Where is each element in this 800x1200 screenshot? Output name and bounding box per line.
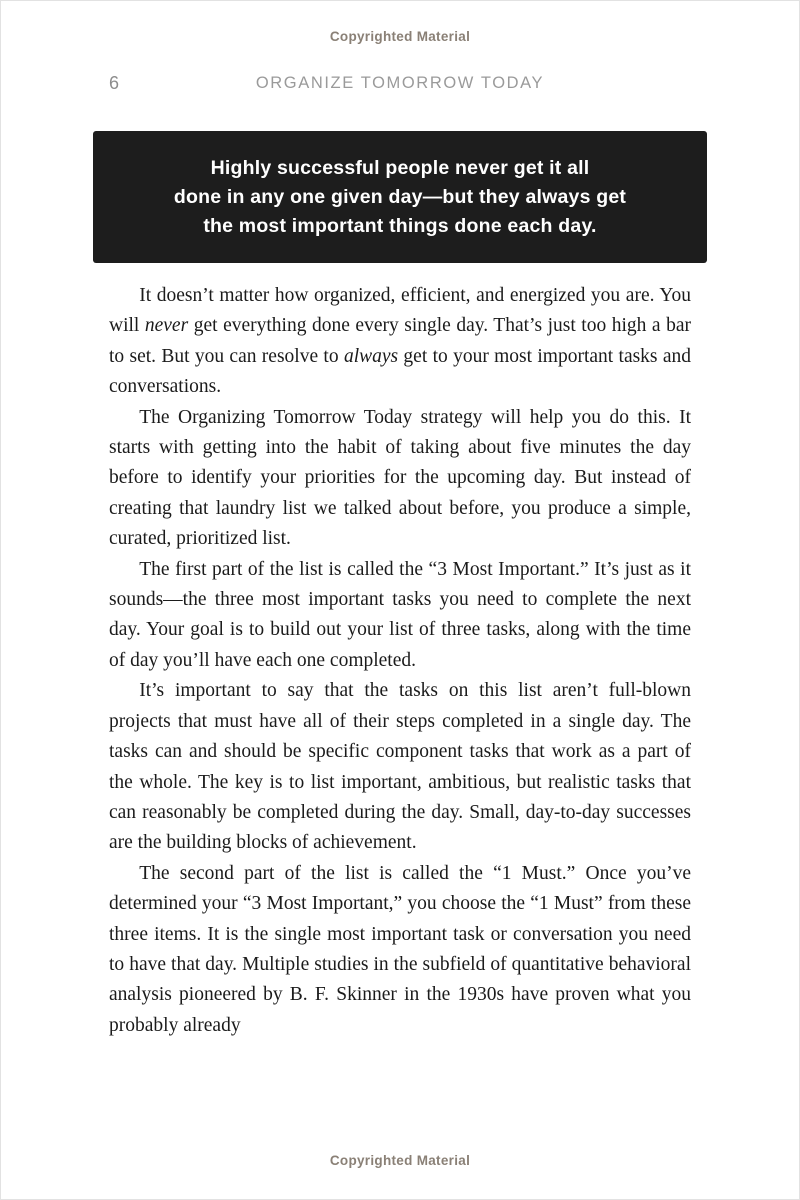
callout-line-3: the most important things done each day. bbox=[203, 214, 597, 237]
paragraph bbox=[109, 555, 691, 677]
paragraph bbox=[109, 859, 691, 1041]
italic-text-run: never bbox=[144, 315, 189, 337]
callout-line-2: done in any one given day—but they always get bbox=[173, 185, 627, 208]
paragraph bbox=[109, 676, 691, 858]
callout-box bbox=[93, 131, 707, 263]
text-run: get everything done every single day. That’s just too high a bar to set. But you can resolve to bbox=[109, 315, 691, 367]
running-header: ORGANIZE TOMORROW TODAY bbox=[255, 74, 545, 92]
text-run: It doesn’t matter how organized, efficient, and energized you are. You will bbox=[109, 285, 691, 337]
text-run: get to your most important tasks and conversations. bbox=[109, 345, 692, 398]
text-run: The first part of the list is called the “3 Most Important.” It’s just as it sounds—the three most important tasks you need to complete the next day. Your goal is to build out your list of three tasks, along with the time of day you’ll have each one completed. bbox=[109, 558, 691, 671]
copyright-notice-top: Copyrighted Material bbox=[329, 29, 471, 44]
page-number: 6 bbox=[109, 73, 120, 93]
paragraph bbox=[109, 403, 691, 555]
paragraph bbox=[109, 281, 691, 403]
italic-text-run: always bbox=[343, 345, 399, 367]
copyright-notice-bottom: Copyrighted Material bbox=[329, 1153, 471, 1168]
text-run: The second part of the list is called the “1 Must.” Once you’ve determined your “3 Most Important,” you choose the “1 Must” from these three items. It is the single most important task or conversation you need to have that day. Multiple studies in the subfield of quantitative behavioral analysis pioneered by B. F. Skinner in the 1930s have proven what you probably already bbox=[109, 862, 691, 1036]
text-run: It’s important to say that the tasks on this list aren’t full-blown projects that must have all of their steps completed in a single day. The tasks can and should be specific component tasks that work as a part of the whole. The key is to list important, ambitious, but realistic tasks that can reasonably be completed during the day. Small, day-to-day successes are the building blocks of achievement. bbox=[109, 680, 691, 854]
page-header bbox=[109, 73, 691, 97]
callout-line-1: Highly successful people never get it all bbox=[210, 156, 590, 179]
body-paragraphs bbox=[109, 281, 691, 1041]
text-run: The Organizing Tomorrow Today strategy will help you do this. It starts with getting into the habit of taking about five minutes the day before to identify your priorities for the upcoming day. But instead of creating that laundry list we talked about before, you produce a simple, curated, prioritized list. bbox=[109, 406, 691, 550]
